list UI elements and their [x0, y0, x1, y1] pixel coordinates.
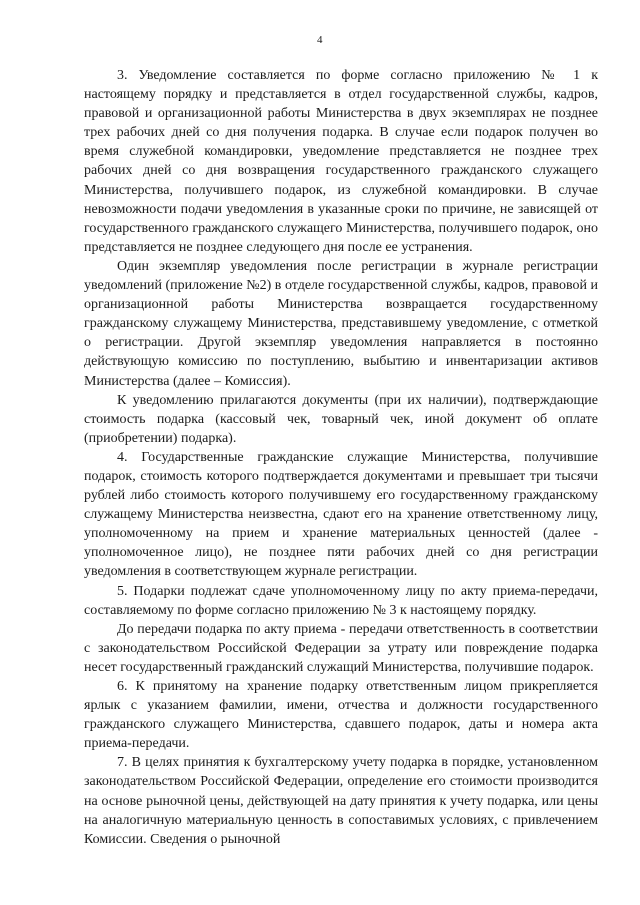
page-number: 4 [317, 34, 323, 46]
paragraph-5-transfer-act: 5. Подарки подлежат сдаче уполномоченному лицу по акту приема-передачи, составляемому по форме согласно приложению № 3 к настоящему порядку. [84, 583, 598, 618]
paragraph-attached-documents: К уведомлению прилагаются документы (при их наличии), подтверждающие стоимость подарка (кассовый чек, товарный чек, иной документ об оплате (приобретении) подарка). [84, 392, 598, 446]
paragraph-6-label: 6. К принятому на хранение подарку ответственным лицом прикрепляется ярлык с указанием фамилии, имени, отчества и должности государственного гражданского служащего Министерства, сдавшего подарок, даты и номера акта приема-передачи. [84, 679, 598, 752]
paragraph-notification-registration: Один экземпляр уведомления после регистрации в журнале регистрации уведомлений (приложение №2) в отделе государственной службы, кадров, правовой и организационной работы Министерства возвращается государственному гражданскому служащему Министерства, представившему уведомление, с отметкой о регистрации. Другой экземпляр уведомления направляется в постоянно действующую комиссию по поступлению, выбытию и инвентаризации активов Министерства (далее – Комиссия). [84, 258, 598, 389]
paragraph-4-gift-storage: 4. Государственные гражданские служащие Министерства, получившие подарок, стоимость которого подтверждается документами и превышает три тысячи рублей либо стоимость которого получившему его государственному гражданскому служащему Министерства неизвестна, сдают его на хранение ответственному лицу, уполномоченному на прием и хранение материальных ценностей (далее - уполномоченное лицо), не позднее пяти рабочих дней со дня регистрации уведомления в соответствующем журнале регистрации. [84, 449, 598, 580]
paragraph-3-notification-submission: 3. Уведомление составляется по форме согласно приложению № 1 к настоящему порядку и представляется в отдел государственной службы, кадров, правовой и организационной работы Министерства в двух экземплярах не позднее трех рабочих дней со дня получения подарка. В случае если подарок получен во время служебной командировки, уведомление представляется не позднее трех рабочих дней со дня возвращения государственного гражданского служащего Министерства, получившего подарок, из служебной командировки. В случае невозможности подачи уведомления в указанные сроки по причине, не зависящей от государственного гражданского служащего Министерства, получившего подарок, оно представляется не позднее следующего дня после ее устранения. [84, 68, 598, 255]
paragraph-7-accounting: 7. В целях принятия к бухгалтерскому учету подарка в порядке, установленном законодательством Российской Федерации, определение его стоимости производится на основе рыночной цены, действующей на дату принятия к учету подарка, или цены на аналогичную материальную ценность в сопоставимых условиях, с привлечением Комиссии. Сведения о рыночной [84, 755, 598, 847]
document-body [84, 66, 598, 849]
paragraph-liability: До передачи подарка по акту приема - передачи ответственность в соответствии с законодательством Российской Федерации за утрату или повреждение подарка несет государственный гражданский служащий Министерства, получившие подарок. [84, 621, 598, 675]
